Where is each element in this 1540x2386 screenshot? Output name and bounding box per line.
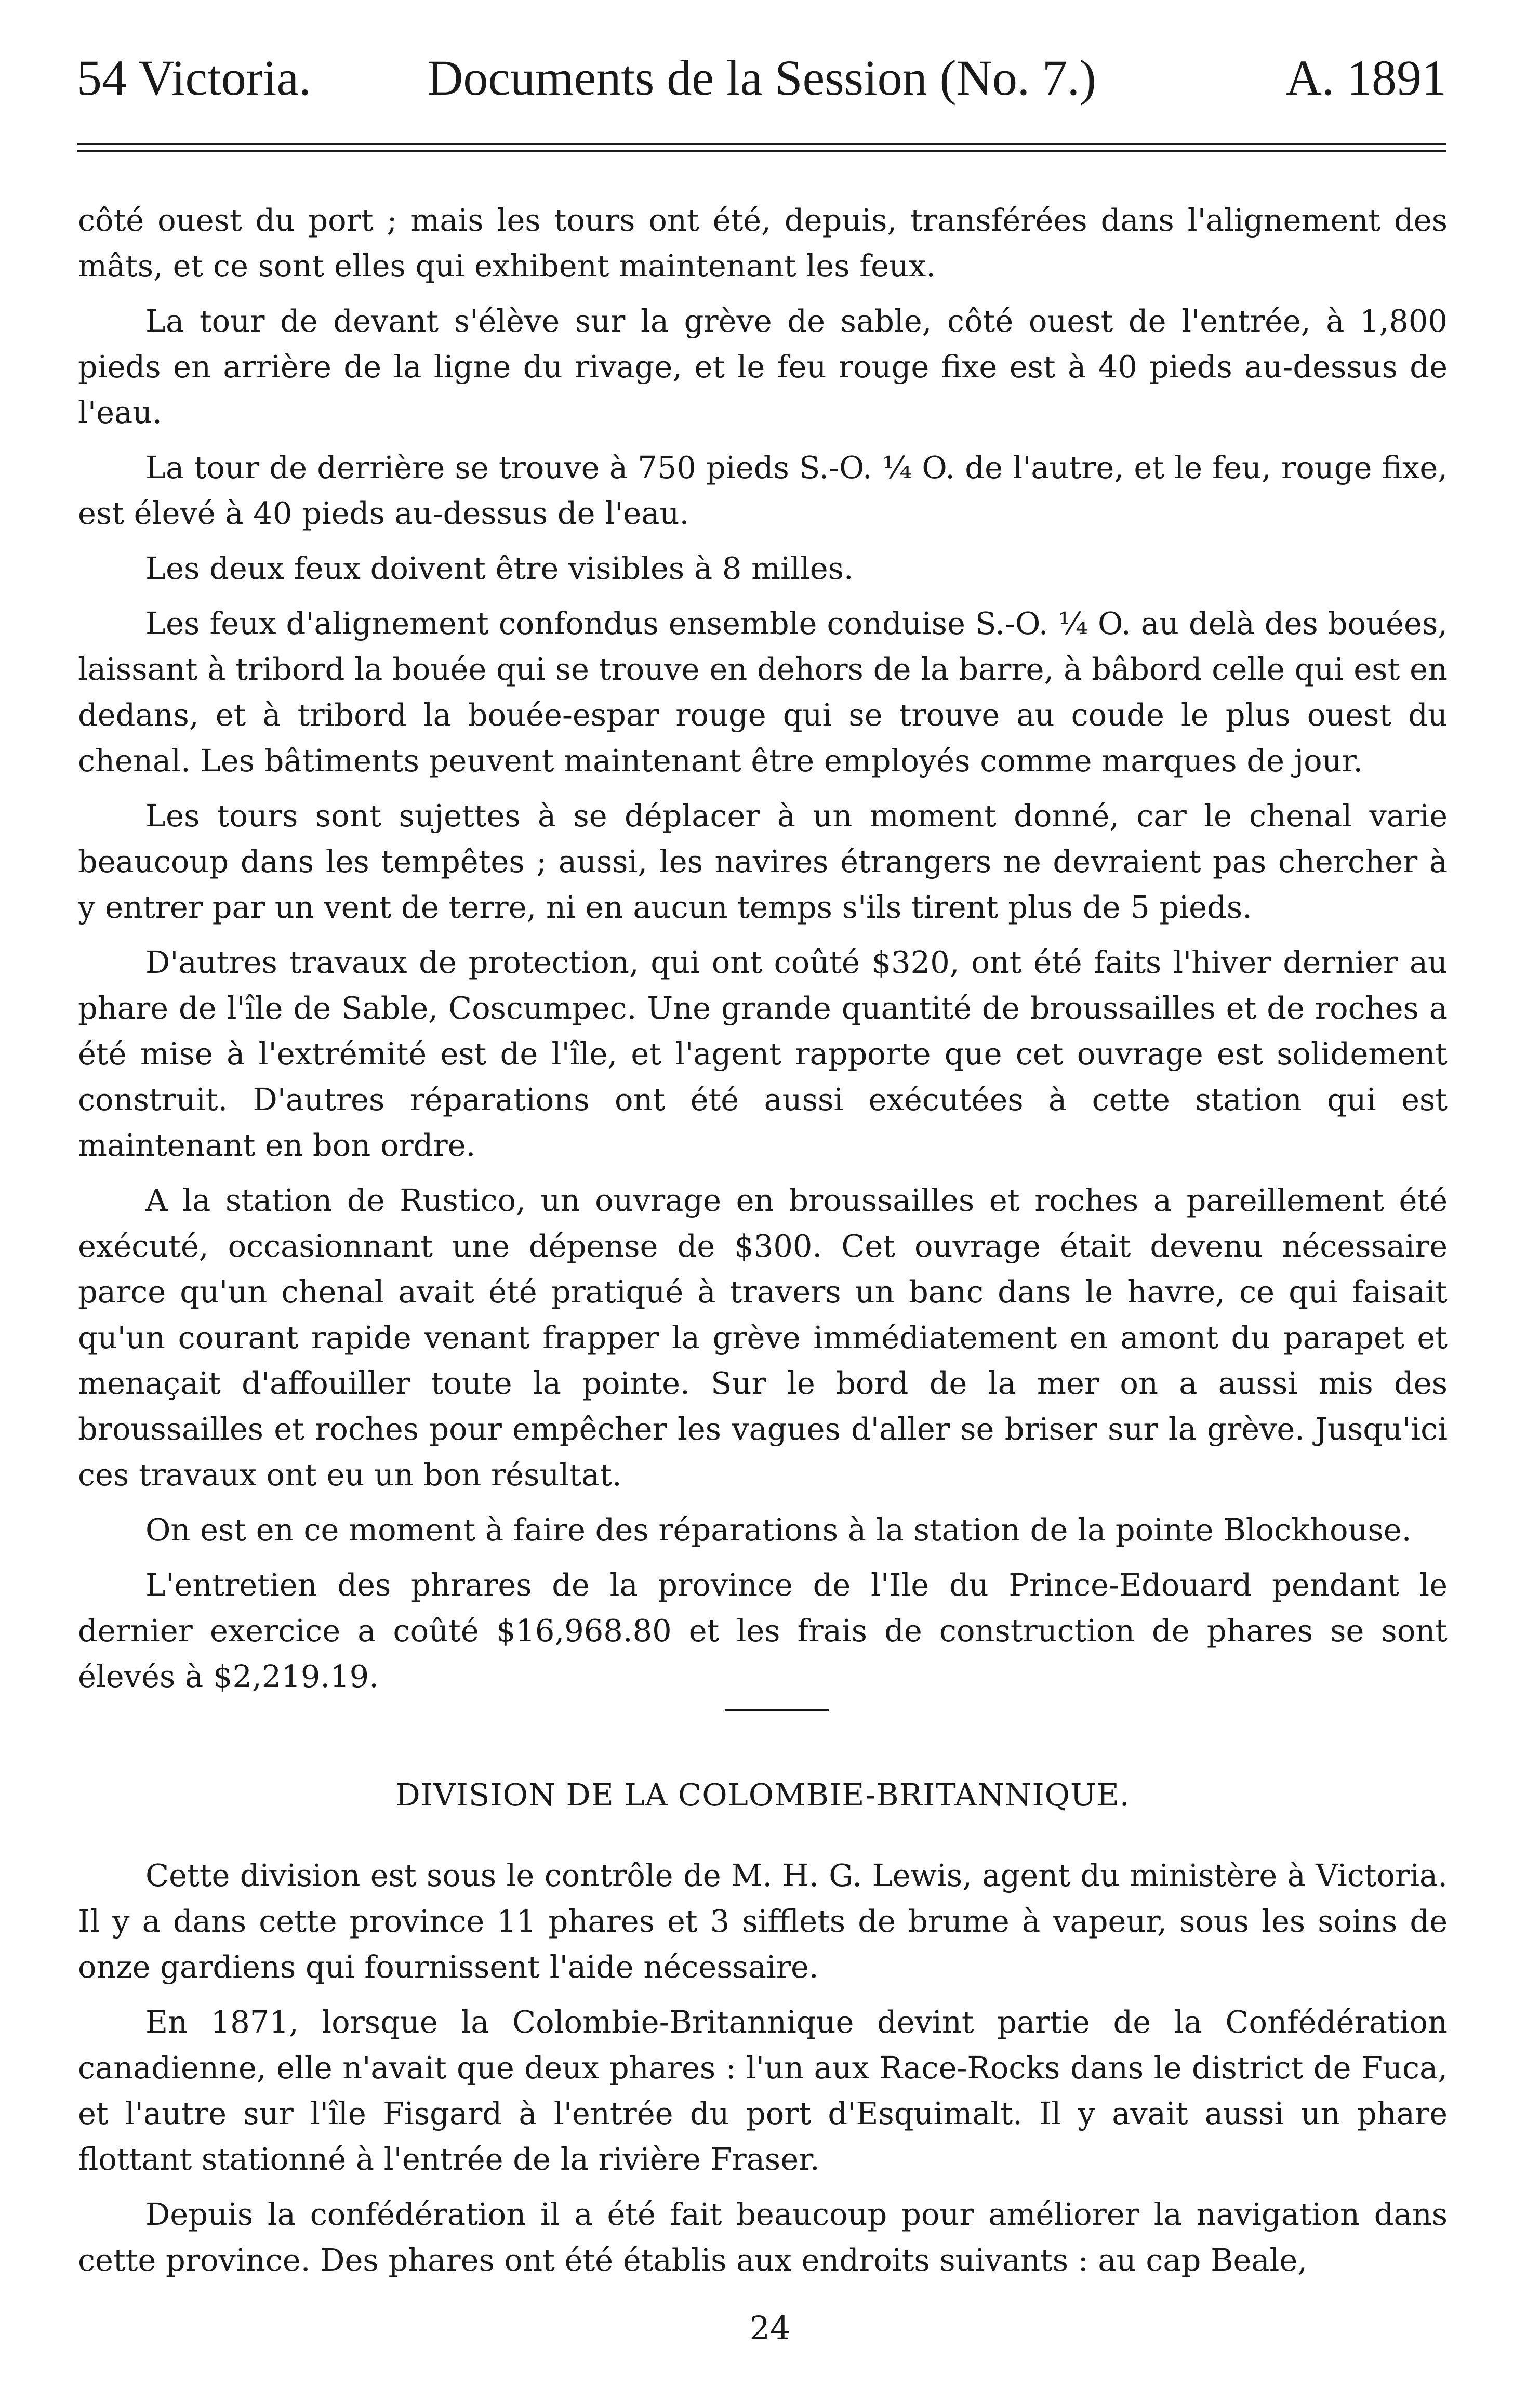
paragraph: Les tours sont sujettes à se déplacer à un moment donné, car le chenal varie beaucoup dans les tempêtes ; aussi, les navires étrangers ne devraient pas chercher à y entrer par un vent de terre, ni en aucun temps s'ils tirent plus de 5 pieds. bbox=[78, 798, 1448, 925]
paragraph: En 1871, lorsque la Colombie-Britannique devint partie de la Confédération canadienne, elle n'avait que deux phares : l'un aux Race-Rocks dans le district de Fuca, et l'autre sur l'île Fisgard à l'entrée du port d'Esquimalt. Il y avait aussi un phare flottant stationné à l'entrée de la rivière Fraser. bbox=[78, 2004, 1448, 2177]
header-year: A. 1891 bbox=[1285, 50, 1446, 106]
header-double-rule bbox=[77, 143, 1446, 152]
paragraph: La tour de devant s'élève sur la grève de sable, côté ouest de l'entrée, à 1,800 pieds en arrière de la ligne du rivage, et le feu rouge fixe est à 40 pieds au-dessus de l'eau. bbox=[78, 303, 1448, 430]
paragraph: Depuis la confédération il a été fait beaucoup pour améliorer la navigation dans cette province. Des phares ont été établis aux endroits suivants : au cap Beale, bbox=[78, 2196, 1448, 2278]
paragraph: D'autres travaux de protection, qui ont coûté $320, ont été faits l'hiver dernier au phare de l'île de Sable, Coscumpec. Une grande quantité de broussailles et de roches a été mise à l'extrémité est de l'île, et l'agent rapporte que cet ouvrage est solidement construit. D'autres réparations ont été aussi exécutées à cette station qui est maintenant en bon ordre. bbox=[78, 944, 1448, 1163]
page-header bbox=[77, 49, 1446, 107]
paragraph: Les feux d'alignement confondus ensemble conduise S.-O. ¼ O. au delà des bouées, laissant à tribord la bouée qui se trouve en dehors de la barre, à bâbord celle qui est en dedans, et à tribord la bouée-espar rouge qui se trouve au coude le plus ouest du chenal. Les bâtiments peuvent maintenant être employés comme marques de jour. bbox=[78, 605, 1448, 779]
paragraph: L'entretien des phrares de la province de l'Ile du Prince-Edouard pendant le dernier exercice a coûté $16,968.80 et les frais de construction de phares se sont élevés à $2,219.19. bbox=[78, 1567, 1448, 1694]
paragraph: On est en ce moment à faire des réparations à la station de la pointe Blockhouse. bbox=[145, 1512, 1412, 1548]
section-heading: DIVISION DE LA COLOMBIE-BRITANNIQUE. bbox=[395, 1777, 1130, 1813]
header-volume: 54 Victoria. bbox=[77, 50, 312, 106]
page-number: 24 bbox=[749, 2309, 791, 2347]
paragraph: côté ouest du port ; mais les tours ont été, depuis, transférées dans l'alignement des mâts, et ce sont elles qui exhibent maintenant les feux. bbox=[78, 202, 1448, 284]
body-text bbox=[78, 197, 1448, 1709]
paragraph: A la station de Rustico, un ouvrage en broussailles et roches a pareillement été exécuté, occasionnant une dépense de $300. Cet ouvrage était devenu nécessaire parce qu'un chenal avait été pratiqué à travers un banc dans le havre, ce qui faisait qu'un courant rapide venant frapper la grève immédiatement en amont du parapet et menaçait d'affouiller toute la pointe. Sur le bord de la mer on a aussi mis des broussailles et roches pour empêcher les vagues d'aller se briser sur la grève. Jusqu'ici ces travaux ont eu un bon résultat. bbox=[78, 1182, 1448, 1493]
section-body-text bbox=[78, 1853, 1448, 2292]
section-divider bbox=[725, 1709, 829, 1711]
header-title: Documents de la Session (No. 7.) bbox=[427, 50, 1096, 106]
paragraph: Cette division est sous le contrôle de M. H. G. Lewis, agent du ministère à Victoria. Il y a dans cette province 11 phares et 3 sifflets de brume à vapeur, sous les soins de onze gardiens qui fournissent l'aide nécessaire. bbox=[78, 1857, 1448, 1985]
paragraph: La tour de derrière se trouve à 750 pieds S.-O. ¼ O. de l'autre, et le feu, rouge fixe, est élevé à 40 pieds au-dessus de l'eau. bbox=[78, 450, 1448, 531]
paragraph: Les deux feux doivent être visibles à 8 milles. bbox=[145, 550, 854, 586]
